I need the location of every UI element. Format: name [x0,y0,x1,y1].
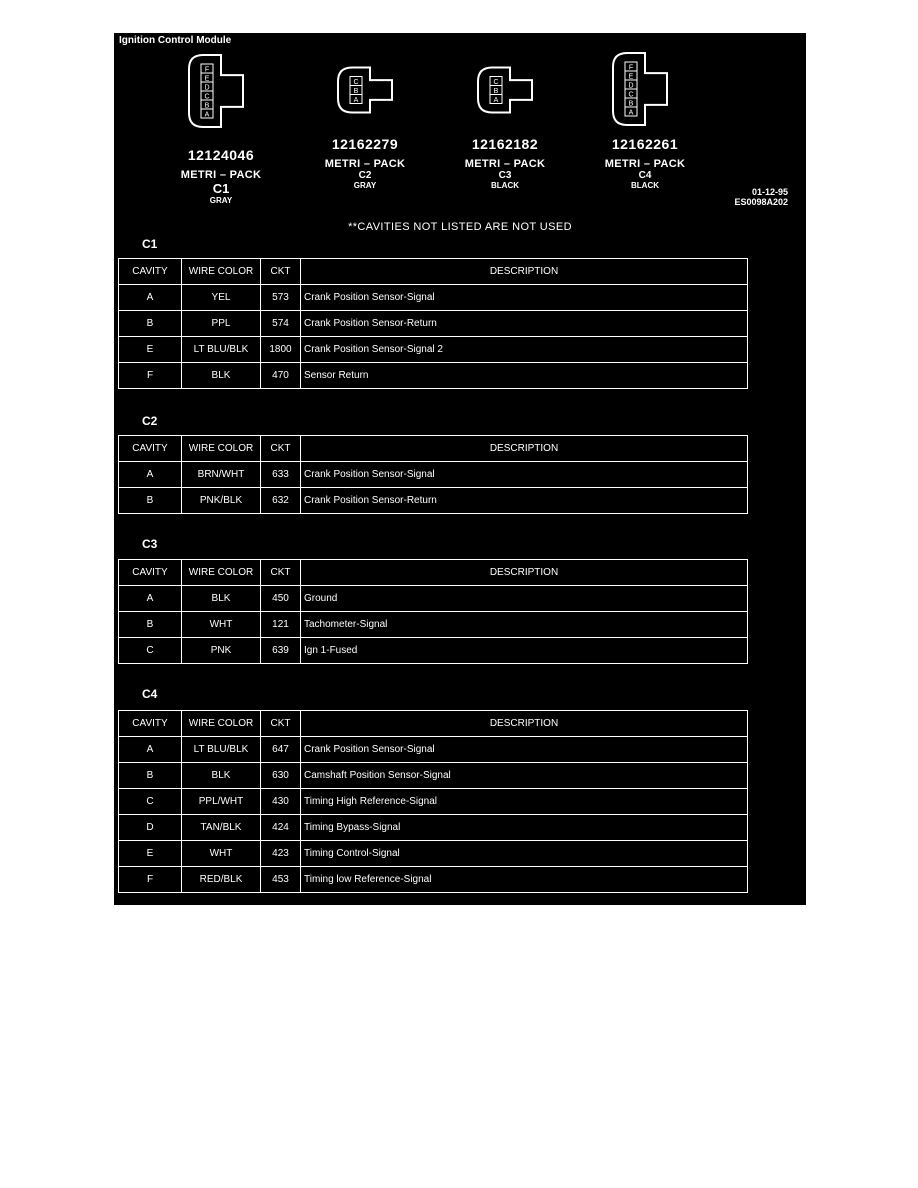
connector-face-icon [470,59,540,121]
description-cell: Crank Position Sensor-Signal 2 [301,337,748,363]
date-code [734,187,788,207]
table-row [119,363,748,389]
description-cell: Crank Position Sensor-Signal [301,462,748,488]
table-row [119,638,748,664]
ckt-header: CKT [261,436,301,462]
connector-section-label: C2 [142,414,158,428]
connector-type: METRI – PACK [464,158,546,170]
connector-color: GRAY [209,196,233,205]
table-row [119,311,748,337]
cavity-letter: D [628,82,634,90]
ckt-cell: 633 [261,462,301,488]
connector-outline [338,68,392,113]
cavity-cell: F [119,867,182,893]
ckt-cell: 1800 [261,337,301,363]
table-row [119,815,748,841]
description-cell: Camshaft Position Sensor-Signal [301,763,748,789]
wire-color-cell: BRN/WHT [182,462,261,488]
connector-color: GRAY [353,181,377,190]
table-row [119,867,748,893]
description-cell: Crank Position Sensor-Signal [301,285,748,311]
cavity-letter: F [204,66,210,74]
table-row [119,462,748,488]
table-row [119,841,748,867]
connector-color: BLACK [491,181,519,190]
connector-id: C4 [638,170,652,181]
cavity-letter: B [353,88,359,95]
cavity-letter: A [628,109,634,117]
description-cell: Tachometer-Signal [301,612,748,638]
cavity-cell: A [119,462,182,488]
description-header: DESCRIPTION [301,560,748,586]
description-cell: Crank Position Sensor-Return [301,311,748,337]
ckt-header: CKT [261,711,301,737]
cavity-letter: E [204,75,210,83]
ckt-header: CKT [261,259,301,285]
wire-color-cell: TAN/BLK [182,815,261,841]
cavity-letter: B [493,88,499,95]
wire-color-cell: WHT [182,612,261,638]
table-row [119,586,748,612]
ckt-cell: 630 [261,763,301,789]
connector-part-number: 12162261 [611,136,679,152]
date-code-date: 01-12-95 [751,187,788,197]
connector-part-number: 12124046 [187,147,255,163]
cavity-cell: A [119,737,182,763]
description-header: DESCRIPTION [301,711,748,737]
diagram-title: Ignition Control Module [119,35,232,46]
connector-type: METRI – PACK [180,169,262,181]
ckt-cell: 470 [261,363,301,389]
pinout-table [118,710,748,893]
description-header: DESCRIPTION [301,436,748,462]
connector-c2 [295,59,435,190]
cavity-header: CAVITY [119,259,182,285]
connector-section-label: C1 [142,237,158,251]
table-row [119,789,748,815]
connector-outline [478,68,532,113]
description-cell: Timing High Reference-Signal [301,789,748,815]
cavity-cell: B [119,763,182,789]
ckt-cell: 639 [261,638,301,664]
wire-color-cell: BLK [182,586,261,612]
ckt-cell: 573 [261,285,301,311]
description-cell: Crank Position Sensor-Return [301,488,748,514]
ckt-cell: 574 [261,311,301,337]
ckt-cell: 424 [261,815,301,841]
cavity-cell: B [119,311,182,337]
connector-outline [189,55,243,127]
connector-id: C3 [498,170,512,181]
wire-color-cell: LT BLU/BLK [182,337,261,363]
connector-c1 [151,41,291,205]
connector-part-number: 12162279 [331,136,399,152]
connector-face-icon [181,41,261,141]
cavity-cell: A [119,586,182,612]
ckt-cell: 423 [261,841,301,867]
cavity-cell: F [119,363,182,389]
ckt-cell: 121 [261,612,301,638]
cavity-cell: B [119,612,182,638]
table-row [119,488,748,514]
wire-color-cell: WHT [182,841,261,867]
connector-type: METRI – PACK [324,158,406,170]
connector-section-label: C3 [142,537,158,551]
connector-section-label: C4 [142,687,158,701]
description-cell: Ground [301,586,748,612]
description-cell: Ign 1-Fused [301,638,748,664]
unused-cavities-note: **CAVITIES NOT LISTED ARE NOT USED [348,221,572,233]
wire-color-cell: PNK/BLK [182,488,261,514]
wire-color-cell: PNK [182,638,261,664]
cavity-letter: E [628,73,634,81]
cavity-cell: A [119,285,182,311]
cavity-cell: C [119,638,182,664]
cavity-cell: B [119,488,182,514]
cavity-letter: D [204,84,210,92]
cavity-letter: C [493,79,499,86]
table-header-row [119,436,748,462]
cavity-letter: B [204,102,210,110]
wire-color-cell: PPL/WHT [182,789,261,815]
cavity-letter: A [353,97,359,104]
connector-outline [613,53,667,125]
ckt-header: CKT [261,560,301,586]
description-cell: Crank Position Sensor-Signal [301,737,748,763]
ckt-cell: 453 [261,867,301,893]
cavity-letter: C [353,79,359,86]
table-row [119,763,748,789]
table-row [119,737,748,763]
description-cell: Timing Control-Signal [301,841,748,867]
connector-id: C1 [212,181,230,196]
connector-id: C2 [358,170,372,181]
wire-color-header: WIRE COLOR [182,711,261,737]
cavity-header: CAVITY [119,436,182,462]
connector-face-icon [605,39,685,139]
connector-face-icon [330,59,400,121]
cavity-letter: C [628,91,634,99]
cavity-header: CAVITY [119,711,182,737]
date-code-ref: ES0098A202 [734,197,788,207]
description-cell: Sensor Return [301,363,748,389]
pinout-table [118,258,748,389]
connector-diagram-panel [114,33,806,905]
cavity-cell: E [119,841,182,867]
cavity-cell: D [119,815,182,841]
wire-color-cell: PPL [182,311,261,337]
table-header-row [119,259,748,285]
wire-color-header: WIRE COLOR [182,560,261,586]
wire-color-header: WIRE COLOR [182,259,261,285]
wire-color-cell: YEL [182,285,261,311]
ckt-cell: 647 [261,737,301,763]
cavity-letter: A [493,97,499,104]
cavity-cell: C [119,789,182,815]
connector-part-number: 12162182 [471,136,539,152]
cavity-cell: E [119,337,182,363]
cavity-letter: B [628,100,634,108]
connector-type: METRI – PACK [604,158,686,170]
ckt-cell: 450 [261,586,301,612]
description-cell: Timing low Reference-Signal [301,867,748,893]
table-header-row [119,711,748,737]
ckt-cell: 430 [261,789,301,815]
table-row [119,612,748,638]
cavity-letter: A [204,111,210,119]
wire-color-cell: RED/BLK [182,867,261,893]
table-row [119,285,748,311]
wire-color-cell: BLK [182,763,261,789]
pinout-table [118,559,748,664]
connector-c3 [435,59,575,190]
pinout-table [118,435,748,514]
ckt-cell: 632 [261,488,301,514]
cavity-header: CAVITY [119,560,182,586]
table-row [119,337,748,363]
description-cell: Timing Bypass-Signal [301,815,748,841]
cavity-letter: C [204,93,210,101]
wire-color-cell: BLK [182,363,261,389]
description-header: DESCRIPTION [301,259,748,285]
connector-color: BLACK [631,181,659,190]
cavity-letter: F [628,64,634,72]
wire-color-header: WIRE COLOR [182,436,261,462]
wire-color-cell: LT BLU/BLK [182,737,261,763]
connector-c4 [575,39,715,190]
table-header-row [119,560,748,586]
